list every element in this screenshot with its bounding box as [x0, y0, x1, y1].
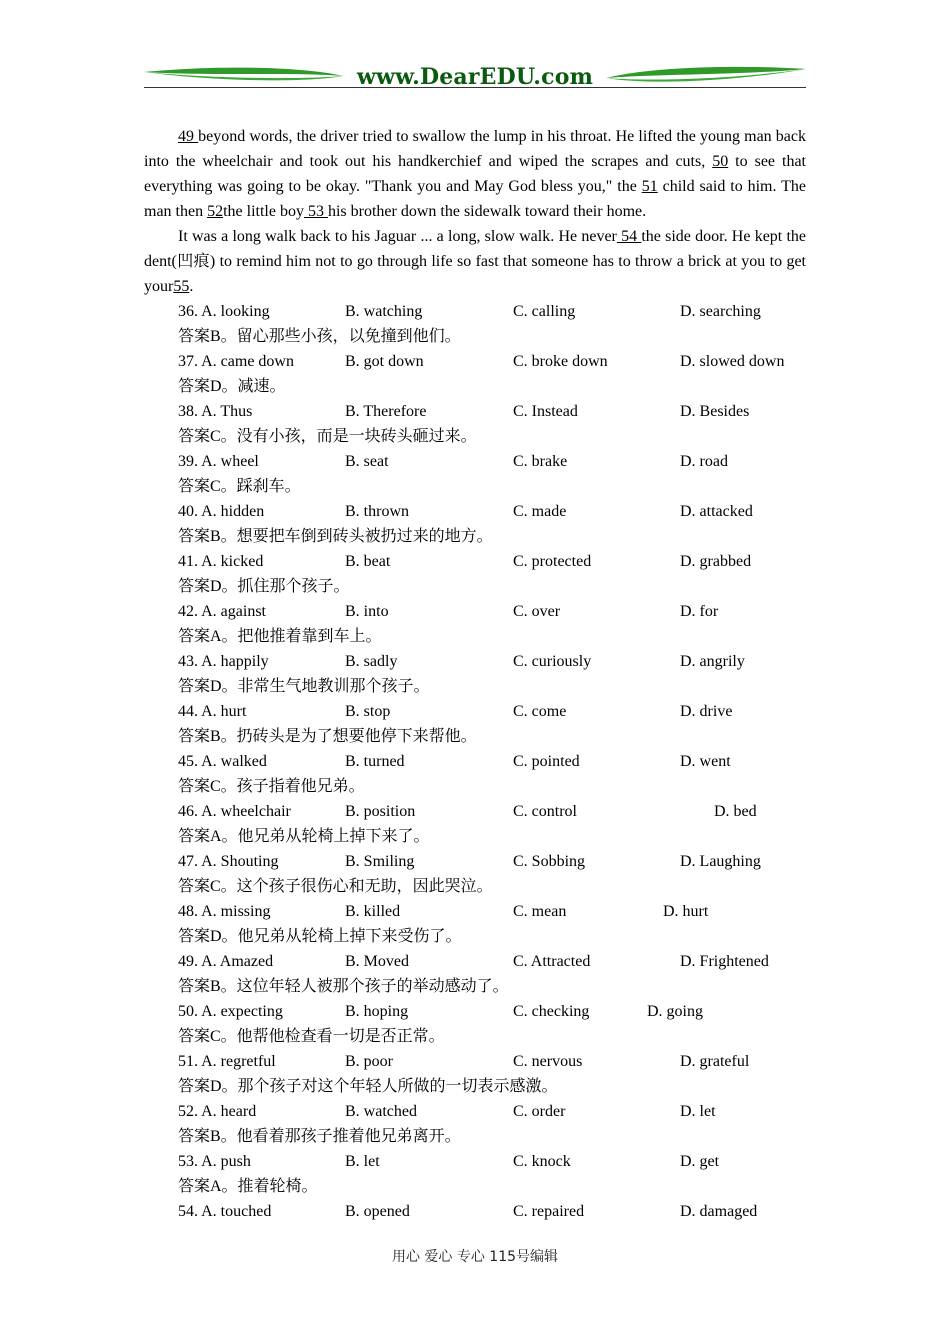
question-option-b: B. seat [345, 453, 389, 470]
question-option-d: D. for [680, 603, 719, 620]
question-row [144, 799, 806, 824]
question-option-c: C. repaired [513, 1203, 585, 1220]
question-option-d: D. bed [714, 803, 757, 820]
blank-54: 54 [616, 228, 642, 245]
question-option-b: B. beat [345, 553, 391, 570]
answer-explanation: 答案A。把他推着靠到车上。 [178, 628, 382, 645]
passage-paragraph-1 [144, 124, 806, 224]
answer-explanation: 答案B。扔砖头是为了想要他停下来帮他。 [178, 728, 477, 745]
question-option-a: 40. A. hidden [178, 503, 265, 520]
question-row [144, 549, 806, 574]
answer-explanation: 答案A。他兄弟从轮椅上掉下来了。 [178, 828, 430, 845]
question-option-b: B. watched [345, 1103, 417, 1120]
question-row [144, 449, 806, 474]
question-row [144, 949, 806, 974]
question-option-b: B. watching [345, 303, 423, 320]
answer-explanation: 答案B。这位年轻人被那个孩子的举动感动了。 [178, 978, 509, 995]
question-option-d: D. hurt [663, 903, 709, 920]
answer-explanation: 答案C。孩子指着他兄弟。 [178, 778, 365, 795]
answer-explanation: 答案A。推着轮椅。 [178, 1178, 318, 1195]
question-option-a: 53. A. push [178, 1153, 251, 1170]
question-option-a: 36. A. looking [178, 303, 270, 320]
question-option-c: C. nervous [513, 1053, 583, 1070]
page-footer: 用心 爱心 专心 115号编辑 [391, 1249, 559, 1265]
question-option-b: B. Moved [345, 953, 409, 970]
question-option-c: C. control [513, 803, 577, 820]
question-option-b: B. Therefore [345, 403, 427, 420]
answer-explanation: 答案C。踩刹车。 [178, 478, 301, 495]
question-option-a: 44. A. hurt [178, 703, 247, 720]
question-option-b: B. stop [345, 703, 391, 720]
question-option-d: D. Laughing [680, 853, 761, 870]
site-logo-text: www.DearEDU.com [356, 64, 594, 90]
question-option-d: D. Frightened [680, 953, 769, 970]
question-option-a: 49. A. Amazed [178, 953, 274, 970]
question-option-b: B. sadly [345, 653, 398, 670]
question-row [144, 649, 806, 674]
question-option-c: C. protected [513, 553, 592, 570]
passage-text: the little boy [223, 203, 304, 220]
answer-explanation: 答案B。想要把车倒到砖头被扔过来的地方。 [178, 528, 493, 545]
passage-text: the side door. He kept the dent(凹痕) to remind him not to go through life so fast that someone has to throw a brick at you to get your [144, 228, 807, 295]
question-option-d: D. searching [680, 303, 761, 320]
question-option-b: B. into [345, 603, 389, 620]
passage-text: . [189, 278, 194, 295]
answer-explanation: 答案D。那个孩子对这个年轻人所做的一切表示感激。 [178, 1078, 558, 1095]
question-row [144, 1199, 806, 1224]
answer-explanation: 答案C。这个孩子很伤心和无助，因此哭泣。 [178, 878, 493, 895]
question-option-c: C. curiously [513, 653, 592, 670]
answer-explanation: 答案C。没有小孩，而是一块砖头砸过来。 [178, 428, 477, 445]
blank-50: 50 [712, 153, 729, 170]
answer-explanation: 答案D。非常生气地教训那个孩子。 [178, 678, 430, 695]
question-option-c: C. calling [513, 303, 576, 320]
question-option-a: 38. A. Thus [178, 403, 253, 420]
question-option-c: C. mean [513, 903, 567, 920]
question-option-a: 42. A. against [178, 603, 266, 620]
question-option-a: 43. A. happily [178, 653, 269, 670]
question-row [144, 999, 806, 1024]
question-option-d: D. attacked [680, 503, 753, 520]
answer-explanation: 答案D。他兄弟从轮椅上掉下来受伤了。 [178, 928, 462, 945]
question-row [144, 849, 806, 874]
blank-53: 53 [303, 203, 328, 220]
question-option-a: 48. A. missing [178, 903, 271, 920]
question-list [144, 299, 806, 1224]
question-option-d: D. drive [680, 703, 733, 720]
question-row [144, 349, 806, 374]
passage-text: child said to him. The man then [144, 178, 807, 220]
question-option-b: B. Smiling [345, 853, 415, 870]
question-option-a: 51. A. regretful [178, 1053, 276, 1070]
question-option-d: D. grateful [680, 1053, 750, 1070]
question-option-b: B. position [345, 803, 416, 820]
question-option-a: 45. A. walked [178, 753, 267, 770]
question-option-b: B. thrown [345, 503, 409, 520]
blank-55: 55 [173, 278, 190, 295]
question-option-c: C. Sobbing [513, 853, 586, 870]
question-option-c: C. pointed [513, 753, 580, 770]
question-row [144, 599, 806, 624]
question-option-c: C. order [513, 1103, 566, 1120]
question-option-d: D. Besides [680, 403, 750, 420]
question-option-b: B. let [345, 1153, 380, 1170]
passage-text: beyond words, the driver tried to swallow the lump in his throat. He lifted the young man back into the wheelchair and took out his handkerchief and wiped the scrapes and cuts, [144, 128, 807, 170]
question-option-c: C. come [513, 703, 567, 720]
question-row [144, 1149, 806, 1174]
question-row [144, 1099, 806, 1124]
question-row [144, 699, 806, 724]
question-option-b: B. hoping [345, 1003, 409, 1020]
answer-explanation: 答案D。抓住那个孩子。 [178, 578, 350, 595]
question-row [144, 899, 806, 924]
question-option-c: C. Attracted [513, 953, 591, 970]
main-content [144, 124, 806, 1224]
question-row [144, 499, 806, 524]
question-option-a: 47. A. Shouting [178, 853, 279, 870]
passage-text: It was a long walk back to his Jaguar ... a long, slow walk. He never [178, 228, 617, 245]
passage-text: to see that everything was going to be okay. "Thank you and May God bless you," the [144, 153, 807, 195]
question-option-d: D. went [680, 753, 731, 770]
blank-51: 51 [641, 178, 658, 195]
question-option-a: 37. A. came down [178, 353, 294, 370]
question-option-d: D. damaged [680, 1203, 758, 1220]
question-option-c: C. broke down [513, 353, 608, 370]
question-option-d: D. let [680, 1103, 716, 1120]
question-option-d: D. road [680, 453, 728, 470]
passage-text: his brother down the sidewalk toward their home. [327, 203, 647, 220]
answer-explanation: 答案C。他帮他检查看一切是否正常。 [178, 1028, 445, 1045]
blank-52: 52 [207, 203, 224, 220]
passage-paragraph-2 [144, 224, 806, 299]
question-option-c: C. over [513, 603, 561, 620]
question-option-b: B. got down [345, 353, 424, 370]
question-option-d: D. going [647, 1003, 703, 1020]
question-option-a: 41. A. kicked [178, 553, 264, 570]
answer-explanation: 答案B。留心那些小孩，以免撞到他们。 [178, 328, 461, 345]
question-option-c: C. made [513, 503, 567, 520]
question-option-c: C. brake [513, 453, 568, 470]
question-option-c: C. Instead [513, 403, 578, 420]
question-option-b: B. killed [345, 903, 401, 920]
question-option-a: 46. A. wheelchair [178, 803, 291, 820]
question-option-b: B. poor [345, 1053, 393, 1070]
question-option-d: D. slowed down [680, 353, 785, 370]
answer-explanation: 答案B。他看着那孩子推着他兄弟离开。 [178, 1128, 461, 1145]
question-option-b: B. turned [345, 753, 405, 770]
question-option-c: C. knock [513, 1153, 571, 1170]
blank-49: 49 [178, 128, 199, 145]
question-option-d: D. angrily [680, 653, 745, 670]
question-option-a: 50. A. expecting [178, 1003, 283, 1020]
question-option-c: C. checking [513, 1003, 590, 1020]
question-row [144, 1049, 806, 1074]
question-option-a: 52. A. heard [178, 1103, 257, 1120]
question-row [144, 299, 806, 324]
question-option-a: 54. A. touched [178, 1203, 272, 1220]
question-row [144, 749, 806, 774]
question-row [144, 399, 806, 424]
header-rule [144, 87, 806, 88]
question-option-d: D. get [680, 1153, 720, 1170]
question-option-b: B. opened [345, 1203, 410, 1220]
question-option-a: 39. A. wheel [178, 453, 259, 470]
answer-explanation: 答案D。减速。 [178, 378, 286, 395]
question-option-d: D. grabbed [680, 553, 752, 570]
